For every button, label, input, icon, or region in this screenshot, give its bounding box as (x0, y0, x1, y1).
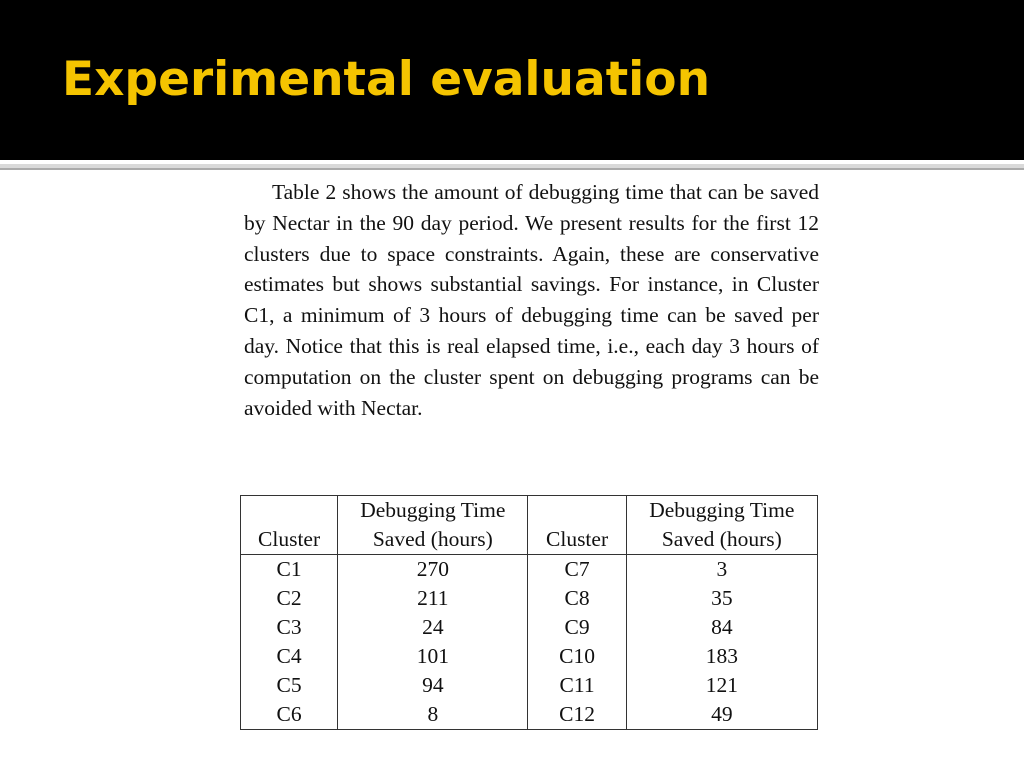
table-row (241, 584, 818, 613)
cell-cluster-b: C8 (528, 584, 626, 613)
cell-cluster-b: C9 (528, 613, 626, 642)
cell-hours-a: 211 (338, 584, 528, 613)
header-cluster-a-line1 (241, 496, 338, 526)
cell-cluster-b: C12 (528, 700, 626, 730)
table-container (240, 495, 818, 730)
cell-hours-a: 94 (338, 671, 528, 700)
cell-hours-b: 84 (626, 613, 817, 642)
cell-hours-a: 270 (338, 555, 528, 585)
cell-hours-b: 49 (626, 700, 817, 730)
cell-hours-a: 8 (338, 700, 528, 730)
slide-title: Experimental evaluation (62, 52, 711, 107)
table-row (241, 700, 818, 730)
header-hours-a-line1: Debugging Time (338, 496, 528, 526)
table-header-row-bottom (241, 525, 818, 555)
cell-hours-a: 24 (338, 613, 528, 642)
header-cluster-a: Cluster (241, 525, 338, 555)
header-hours-b: Saved (hours) (626, 525, 817, 555)
table-body (241, 555, 818, 730)
cell-cluster-a: C3 (276, 615, 302, 639)
body-paragraph: Table 2 shows the amount of debugging time that can be saved by Nectar in the 90 day period. We present results for the first 12 clusters due to space constraints. Again, these are conservative estimates but shows substantial savings. For instance, in Cluster C1, a minimum of 3 hours of debugging time can be saved per day. Notice that this is real elapsed time, i.e., each day 3 hours of computation on the cluster spent on debugging programs can be avoided with Nectar. (244, 180, 819, 420)
cell-cluster-b: C7 (528, 555, 626, 585)
header-hours-b-line1: Debugging Time (626, 496, 817, 526)
table-row (241, 555, 818, 585)
cell-hours-a: 101 (338, 642, 528, 671)
title-bar (0, 0, 1024, 160)
cell-cluster-a: C6 (276, 702, 302, 726)
cell-cluster-a: C1 (276, 557, 302, 581)
cell-hours-b: 183 (626, 642, 817, 671)
table-row (241, 613, 818, 642)
cell-cluster-b: C10 (528, 642, 626, 671)
header-hours-a: Saved (hours) (338, 525, 528, 555)
cell-cluster-b: C11 (528, 671, 626, 700)
header-divider (0, 168, 1024, 170)
debugging-time-table (240, 495, 818, 730)
cell-hours-b: 121 (626, 671, 817, 700)
header-cluster-b-line1 (528, 496, 626, 526)
cell-cluster-a: C4 (276, 644, 302, 668)
cell-hours-b: 35 (626, 584, 817, 613)
cell-cluster-a: C2 (276, 586, 302, 610)
header-cluster-b: Cluster (528, 525, 626, 555)
table-row (241, 642, 818, 671)
cell-hours-b: 3 (626, 555, 817, 585)
cell-cluster-a: C5 (276, 673, 302, 697)
table-header (241, 496, 818, 555)
table-row (241, 671, 818, 700)
table-header-row-top (241, 496, 818, 526)
